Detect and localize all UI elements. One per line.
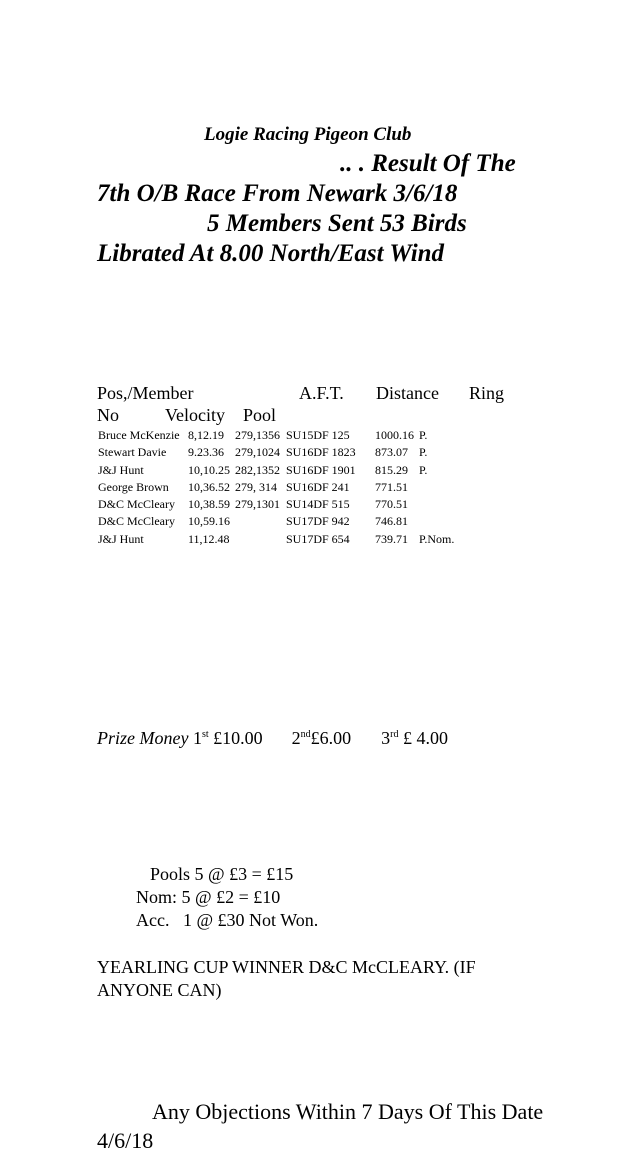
velocity-cell: 746.81 [375,514,408,529]
table-row [97,479,469,496]
yearling-cup-notice: YEARLING CUP WINNER D&C McCLEARY. (IF ANYONE CAN) [97,957,476,1000]
table-row [97,444,469,461]
table-row [97,462,469,479]
member-cell: D&C McCleary [98,514,175,529]
velocity-cell: 873.07 [375,445,408,460]
flag-cell [419,496,469,513]
prize-money-line [97,728,448,749]
pool-cell: 279,1356 [235,428,280,442]
time-cell: 10,59.16 [188,514,230,529]
column-header-aft: A.F.T. [299,383,344,403]
club-title: Logie Racing Pigeon Club [204,124,412,145]
objections-notice: Any Objections Within 7 Days Of This Date 4/6/18 [97,1099,544,1153]
column-header-pool: Pool [243,405,277,425]
velocity-cell: 1000.16 [375,428,414,442]
column-header-pos-member: Pos,/Member [97,383,194,403]
flag-cell [419,513,469,530]
member-cell: Stewart Davie [98,445,167,460]
first-prize-amount: £10.00 [208,728,263,748]
column-header-ring: Ring [469,383,505,403]
member-cell: J&J Hunt [98,531,144,546]
ring-cell: SU16DF 241 [286,479,350,494]
velocity-cell: 815.29 [375,462,408,477]
time-cell: 8,12.19 [188,428,224,442]
second-prize-suffix: nd [300,729,311,740]
headline-line-2: 7th O/B Race From Newark 3/6/18 [97,180,458,207]
column-header-no: No [97,405,119,425]
headline-line-4: Librated At 8.00 North/East Wind [97,240,445,267]
ring-cell: SU15DF 125 [286,428,350,442]
flag-cell: P. [419,428,428,442]
column-header-distance: Distance [376,383,439,403]
pool-cell [235,513,286,530]
prize-money-label: Prize Money [97,728,189,748]
pool-cell: 282,1352 [235,462,280,477]
first-prize-num: 1 [192,728,202,748]
third-prize-suffix: rd [390,729,399,740]
table-row [97,427,469,444]
member-cell: D&C McCleary [98,497,175,512]
headline-line-1: .. . Result Of The [340,150,516,177]
ring-cell: SU17DF 654 [286,531,350,546]
member-cell: J&J Hunt [98,462,144,477]
velocity-cell: 739.71 [375,531,408,546]
results-table [97,427,469,548]
member-cell: George Brown [98,479,169,494]
ring-cell: SU16DF 1823 [286,445,356,460]
flag-cell [419,479,469,496]
second-prize-amount: £6.00 [310,728,352,748]
ring-cell: SU16DF 1901 [286,462,356,477]
second-prize-num: 2 [291,728,301,748]
pool-cell: 279,1301 [235,497,280,512]
flag-cell: P.Nom. [419,531,455,546]
table-row [97,513,469,530]
first-prize-suffix: st [201,729,209,740]
pool-cell [235,531,286,548]
pools-line: Pools 5 @ £3 = £15 [150,864,294,884]
acc-line: Acc. 1 @ £30 Not Won. [136,910,319,930]
time-cell: 10,36.52 [188,479,230,494]
table-row [97,496,469,513]
velocity-cell: 770.51 [375,497,408,512]
member-cell: Bruce McKenzie [98,428,180,442]
ring-cell: SU14DF 515 [286,497,350,512]
table-row [97,531,469,548]
pool-cell: 279, 314 [235,479,277,494]
third-prize-num: 3 [381,728,391,748]
flag-cell: P. [419,462,428,477]
third-prize-amount: £ 4.00 [398,728,448,748]
time-cell: 10,38.59 [188,497,230,512]
nom-line: Nom: 5 @ £2 = £10 [136,887,281,907]
pool-cell: 279,1024 [235,445,280,460]
ring-cell: SU17DF 942 [286,514,350,529]
velocity-cell: 771.51 [375,479,408,494]
time-cell: 9.23.36 [188,445,224,460]
headline-line-3: 5 Members Sent 53 Birds [207,210,467,237]
flag-cell: P. [419,445,428,460]
time-cell: 10,10.25 [188,462,230,477]
time-cell: 11,12.48 [188,531,230,546]
column-header-velocity: Velocity [165,405,225,425]
